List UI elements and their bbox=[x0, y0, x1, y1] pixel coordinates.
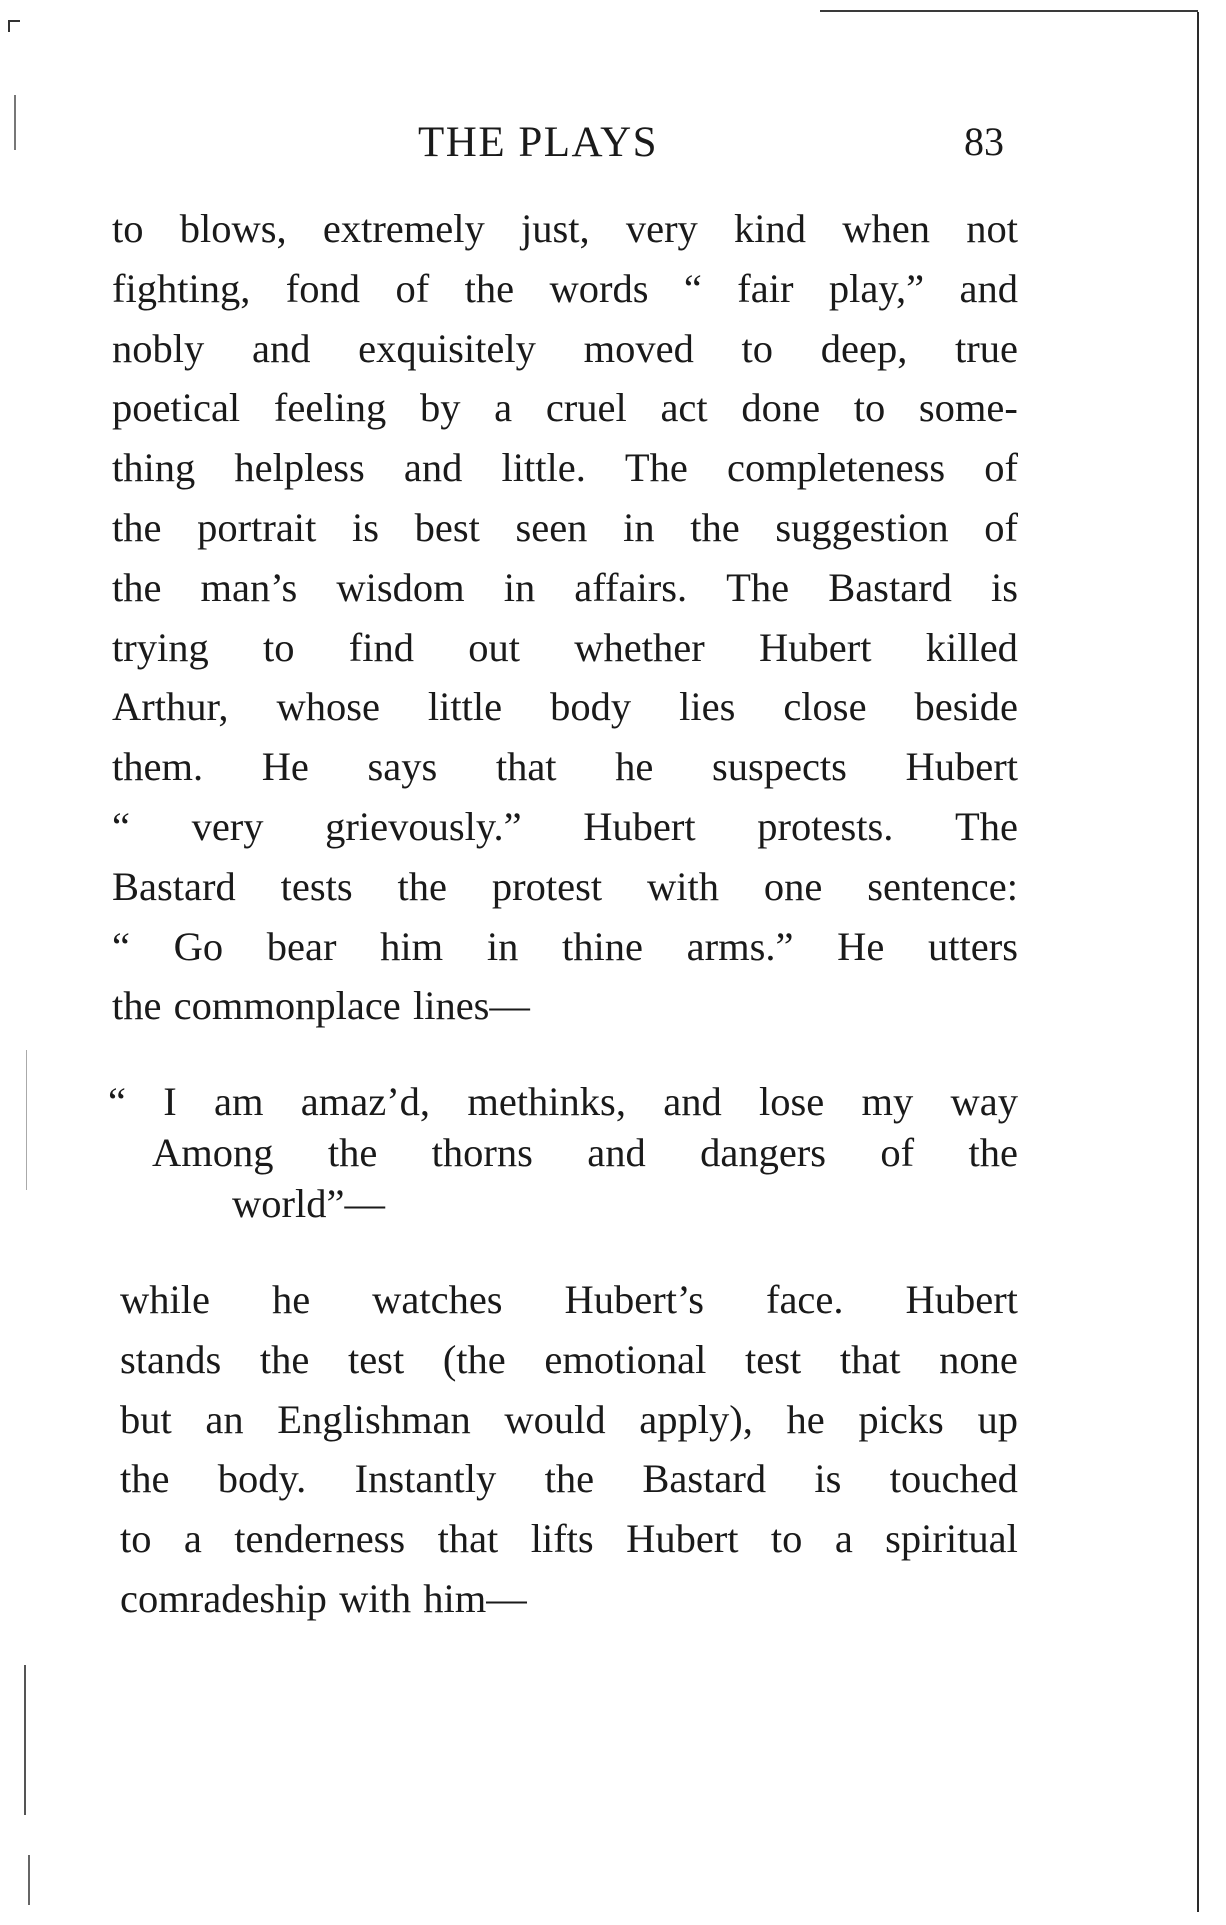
text-line: comradeship with him— bbox=[120, 1576, 527, 1621]
text-line: “ Go bear him in thine arms.” He utters bbox=[112, 923, 1018, 969]
text-line: stands the test (the emotional test that none bbox=[120, 1336, 1018, 1382]
text-line: poetical feeling by a cruel act done to some- bbox=[112, 385, 1018, 431]
quote-line: Among the thorns and dangers of the bbox=[152, 1130, 1018, 1175]
text-line: but an Englishman would apply), he picks up bbox=[120, 1396, 1018, 1442]
text-line: while he watches Hubert’s face. Hubert bbox=[120, 1277, 1018, 1322]
text-line: “ very grievously.” Hubert protests. The bbox=[112, 804, 1018, 849]
text-line: to a tenderness that lifts Hubert to a spiritual bbox=[120, 1516, 1018, 1562]
quote-line: “ I am amaz’d, methinks, and lose my way bbox=[108, 1079, 1018, 1124]
scan-top-edge bbox=[820, 10, 1198, 12]
scan-margin-mark bbox=[28, 1855, 30, 1905]
scan-margin-mark bbox=[26, 1050, 27, 1190]
text-line: nobly and exquisitely moved to deep, true bbox=[112, 325, 1018, 371]
text-line: Arthur, whose little body lies close beside bbox=[112, 684, 1018, 730]
page-number: 83 bbox=[964, 119, 1004, 164]
text-line: them. He says that he suspects Hubert bbox=[112, 744, 1018, 790]
scan-right-edge bbox=[1197, 12, 1199, 1912]
quote-line: world ”— bbox=[232, 1181, 385, 1226]
text-line: to blows, extremely just, very kind when not bbox=[112, 206, 1018, 251]
text-line: Bastard tests the protest with one sentence: bbox=[112, 863, 1018, 909]
text-line: trying to find out whether Hubert killed bbox=[112, 624, 1018, 670]
text-line: the portrait is best seen in the suggestion of bbox=[112, 505, 1018, 550]
text-line: the man’s wisdom in affairs. The Bastard is bbox=[112, 564, 1018, 610]
text-line: the commonplace lines— bbox=[112, 983, 530, 1029]
text-line: fighting, fond of the words “ fair play,” and bbox=[112, 265, 1018, 311]
scan-margin-mark bbox=[24, 1665, 26, 1815]
scan-corner-mark bbox=[8, 20, 20, 32]
text-line: thing helpless and little. The completeness of bbox=[112, 445, 1018, 491]
running-title: THE PLAYS bbox=[418, 119, 659, 166]
running-head bbox=[0, 118, 1226, 168]
text-line: the body. Instantly the Bastard is touched bbox=[120, 1456, 1018, 1502]
